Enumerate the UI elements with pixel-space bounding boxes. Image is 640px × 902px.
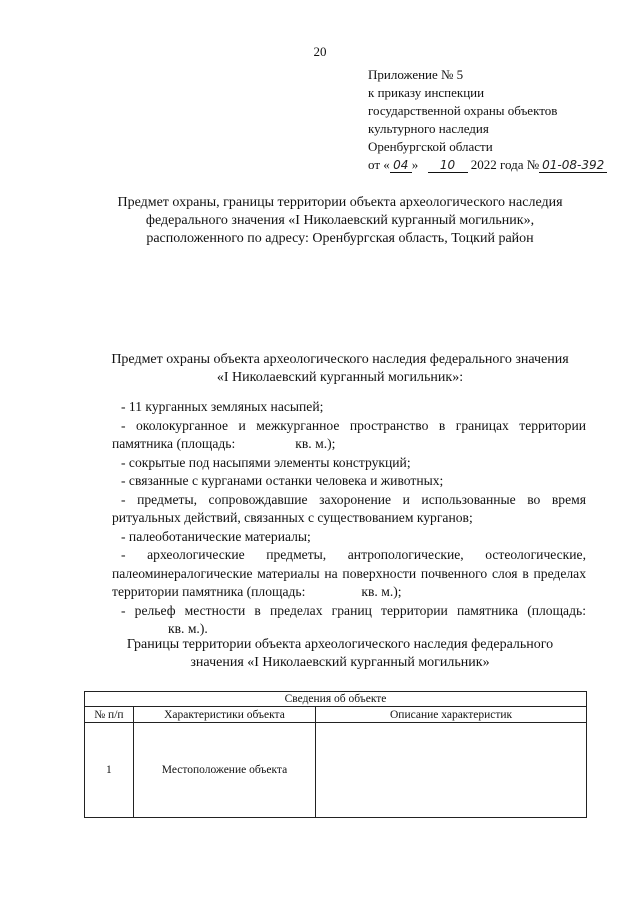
column-header-number: № п/п (85, 707, 134, 723)
list-item: - связанные с курганами останки человека и животных; (121, 473, 444, 488)
appendix-line: государственной охраны объектов (368, 103, 558, 118)
handwritten-day: 04 (390, 158, 412, 173)
column-header-characteristics: Характеристики объекта (133, 707, 315, 723)
list-item: - сокрытые под насыпями элементы конструкций; (121, 454, 411, 470)
heading-line: Предмет охраны объекта археологического наследия федерального значения (111, 352, 569, 367)
list-item: - 11 курганных земляных насыпей; (121, 399, 324, 414)
list-item: - рельеф местности в пределах границ территории памятника (площадь:кв. м.). (121, 602, 586, 636)
list-item: - околокурганное и межкурганное пространство в границах территории памятника (площадь: кв. м.); (112, 417, 586, 451)
heading-line: расположенного по адресу: Оренбургская область, Тоцкий район (146, 231, 534, 246)
heading-line: Предмет охраны, границы территории объекта археологического наследия (117, 195, 563, 210)
appendix-block (368, 66, 628, 174)
row-characteristic: Местоположение объекта (133, 723, 315, 818)
document-heading (60, 194, 620, 248)
table-caption: Сведения об объекте (85, 692, 587, 707)
page-number: 20 (313, 44, 327, 59)
appendix-line: культурного наследия (368, 121, 489, 136)
row-description (316, 723, 587, 818)
heading-line: «I Николаевский курганный могильник»: (216, 370, 464, 385)
object-info-table (84, 691, 587, 818)
row-number: 1 (85, 723, 134, 818)
date-close: » (411, 157, 419, 172)
appendix-line: Оренбургской области (368, 139, 493, 154)
heading-line: федерального значения «I Николаевский курганный могильник», (145, 213, 535, 228)
handwritten-month: 10 (428, 158, 468, 173)
appendix-line: Приложение № 5 (368, 67, 464, 82)
protection-items (112, 398, 586, 639)
protection-subject-heading (60, 351, 620, 387)
date-year-text: 2022 года № (470, 157, 540, 172)
appendix-line: к приказу инспекции (368, 85, 485, 100)
list-item: - палеоботанические материалы; (121, 528, 311, 544)
list-item: - археологические предметы, антропологические, остеологические, палеоминералогические материалы на поверхности почвенного слоя в пределах территории памятника (площадь: кв. м.); (112, 547, 586, 599)
heading-line: значения «I Николаевский курганный могильник» (190, 655, 490, 670)
heading-line: Границы территории объекта археологического наследия федерального (126, 637, 554, 652)
column-header-description: Описание характеристик (316, 707, 587, 723)
boundaries-heading (60, 636, 620, 672)
handwritten-order-number: 01-08-392 (539, 158, 607, 173)
table-row (85, 723, 587, 818)
list-item: - предметы, сопровождавшие захоронение и использованные во время ритуальных действий, связанных с существованием курганов; (112, 491, 586, 525)
appendix-date-line (368, 156, 628, 174)
date-prefix: от « (368, 157, 390, 172)
